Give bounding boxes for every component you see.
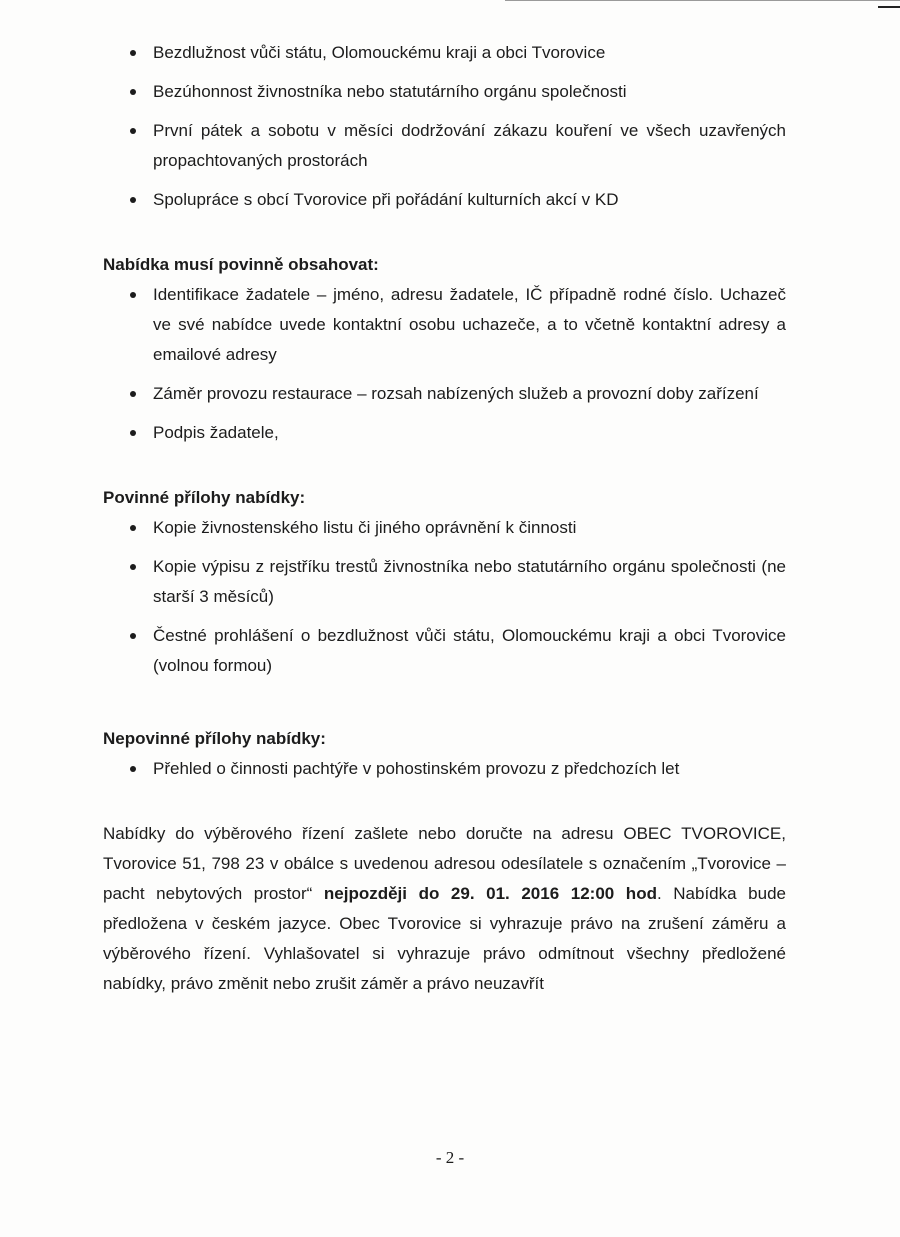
bullet-icon xyxy=(130,766,136,772)
bullet-icon xyxy=(130,430,136,436)
list-item-text: Záměr provozu restaurace – rozsah nabízených služeb a provozní doby zařízení xyxy=(153,384,759,403)
list-item-text: Spolupráce s obcí Tvorovice při pořádání kulturních akcí v KD xyxy=(153,190,619,209)
list-item-text: Identifikace žadatele – jméno, adresu žadatele, IČ případně rodné číslo. Uchazeč ve své nabídce uvede kontaktní osobu uchazeče, a to včetně kontaktní adresy a emailové adresy xyxy=(153,285,786,364)
submission-deadline: nejpozději do 29. 01. 2016 12:00 hod xyxy=(323,884,657,903)
list-item-text: Bezúhonnost živnostníka nebo statutárního orgánu společnosti xyxy=(153,82,627,101)
closing-paragraph xyxy=(103,819,786,999)
page-number: - 2 - xyxy=(435,1148,465,1167)
bullet-icon xyxy=(130,633,136,639)
closing-text-before: Nabídky do výběrového řízení zašlete nebo doručte na adresu OBEC TVOROVICE, Tvorovice 51, 798 23 v obálce s uvedenou adresou odesílatele s označením „Tvorovice – pacht nebytových prostor“ xyxy=(103,824,786,903)
list-item xyxy=(103,116,786,176)
bullet-icon xyxy=(130,391,136,397)
document-page xyxy=(103,38,786,999)
list-item xyxy=(103,754,786,784)
list-item-text: Čestné prohlášení o bezdlužnost vůči státu, Olomouckému kraji a obci Tvorovice (volnou formou) xyxy=(153,626,786,675)
list-item-text: První pátek a sobotu v měsíci dodržování zákazu kouření ve všech uzavřených propachtovaných prostorách xyxy=(153,121,786,170)
closing-text-after: . Nabídka bude předložena v českém jazyce. Obec Tvorovice si vyhrazuje právo na zrušení záměru a výběrového řízení. Vyhlašovatel si vyhrazuje právo odmítnout všechny předložené nabídky, právo změnit nebo zrušit záměr a právo neuzavřít xyxy=(103,884,786,993)
bullet-icon xyxy=(130,128,136,134)
requirements-list xyxy=(103,38,786,215)
list-item-text: Kopie výpisu z rejstříku trestů živnostníka nebo statutárního orgánu společnosti (ne starší 3 měsíců) xyxy=(153,557,786,606)
top-corner-mark xyxy=(878,6,900,8)
list-item xyxy=(103,38,786,68)
bullet-icon xyxy=(130,564,136,570)
mandatory-attachments-list xyxy=(103,513,786,681)
list-item-text: Bezdlužnost vůči státu, Olomouckému kraji a obci Tvorovice xyxy=(153,43,606,62)
list-item-text: Podpis žadatele, xyxy=(153,423,279,442)
list-item xyxy=(103,418,786,448)
bullet-icon xyxy=(130,50,136,56)
bullet-icon xyxy=(130,292,136,298)
bullet-icon xyxy=(130,525,136,531)
top-border-line xyxy=(505,0,900,1)
list-item xyxy=(103,552,786,612)
list-item xyxy=(103,280,786,370)
list-item xyxy=(103,513,786,543)
offer-contents-list xyxy=(103,280,786,448)
optional-attachments-heading: Nepovinné přílohy nabídky: xyxy=(103,729,326,748)
bullet-icon xyxy=(130,197,136,203)
mandatory-attachments-heading: Povinné přílohy nabídky: xyxy=(103,488,306,507)
list-item xyxy=(103,77,786,107)
list-item xyxy=(103,379,786,409)
list-item-text: Přehled o činnosti pachtýře v pohostinském provozu z předchozích let xyxy=(153,759,680,778)
list-item xyxy=(103,185,786,215)
list-item xyxy=(103,621,786,681)
optional-attachments-list xyxy=(103,754,786,784)
offer-contents-heading: Nabídka musí povinně obsahovat: xyxy=(103,255,379,274)
list-item-text: Kopie živnostenského listu či jiného oprávnění k činnosti xyxy=(153,518,577,537)
bullet-icon xyxy=(130,89,136,95)
